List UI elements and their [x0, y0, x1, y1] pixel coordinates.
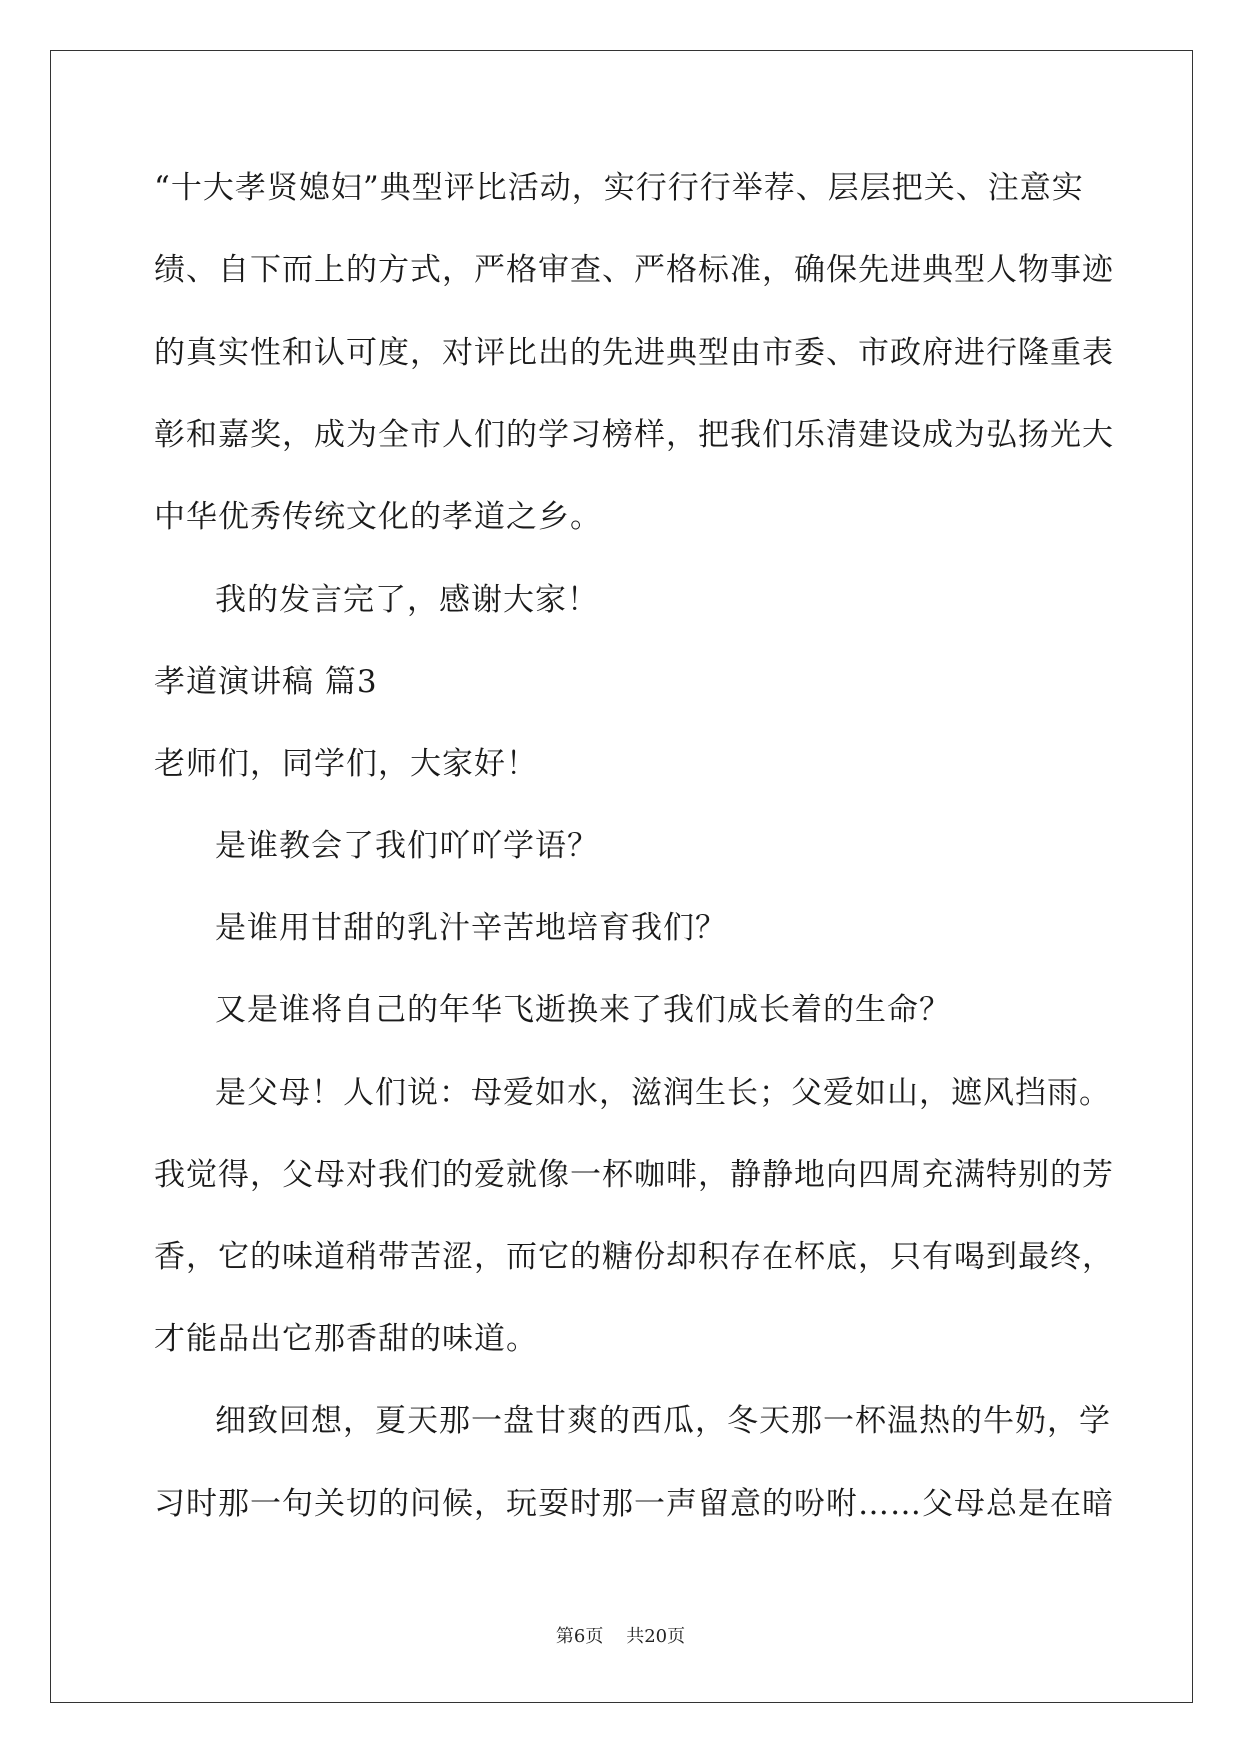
body-line: 又是谁将自己的年华飞逝换来了我们成长着的生命？ — [215, 992, 951, 1028]
page-border — [50, 50, 1193, 1703]
body-line: 习时那一句关切的问候，玩耍时那一声留意的吩咐……父母总是在暗 — [154, 1486, 1114, 1522]
body-line: 的真实性和认可度，对评比出的先进典型由市委、市政府进行隆重表 — [154, 335, 1114, 371]
body-line: “十大孝贤媳妇”典型评比活动，实行行行举荐、层层把关、注意实 — [154, 170, 1084, 206]
body-line: 细致回想，夏天那一盘甘爽的西瓜，冬天那一杯温热的牛奶，学 — [215, 1403, 1111, 1439]
body-line: 我的发言完了，感谢大家！ — [215, 582, 599, 618]
body-line: 我觉得，父母对我们的爱就像一杯咖啡，静静地向四周充满特别的芳 — [154, 1157, 1114, 1193]
body-line: 是谁用甘甜的乳汁辛苦地培育我们？ — [215, 910, 727, 946]
greeting-line: 老师们，同学们，大家好！ — [154, 746, 538, 782]
body-line: 绩、自下而上的方式，严格审查、严格标准，确保先进典型人物事迹 — [154, 252, 1114, 288]
page-number: 第6页 共20页 — [555, 1626, 686, 1647]
body-line: 才能品出它那香甜的味道。 — [154, 1321, 538, 1357]
body-line: 中华优秀传统文化的孝道之乡。 — [154, 499, 602, 535]
body-line: 是父母！人们说：母爱如水，滋润生长；父爱如山，遮风挡雨。 — [215, 1075, 1111, 1111]
body-line: 是谁教会了我们吖吖学语？ — [215, 828, 599, 864]
section-heading: 孝道演讲稿 篇3 — [154, 664, 378, 700]
body-line: 香，它的味道稍带苦涩，而它的糖份却积存在杯底，只有喝到最终， — [154, 1239, 1114, 1275]
body-line: 彰和嘉奖，成为全市人们的学习榜样，把我们乐清建设成为弘扬光大 — [154, 417, 1114, 453]
